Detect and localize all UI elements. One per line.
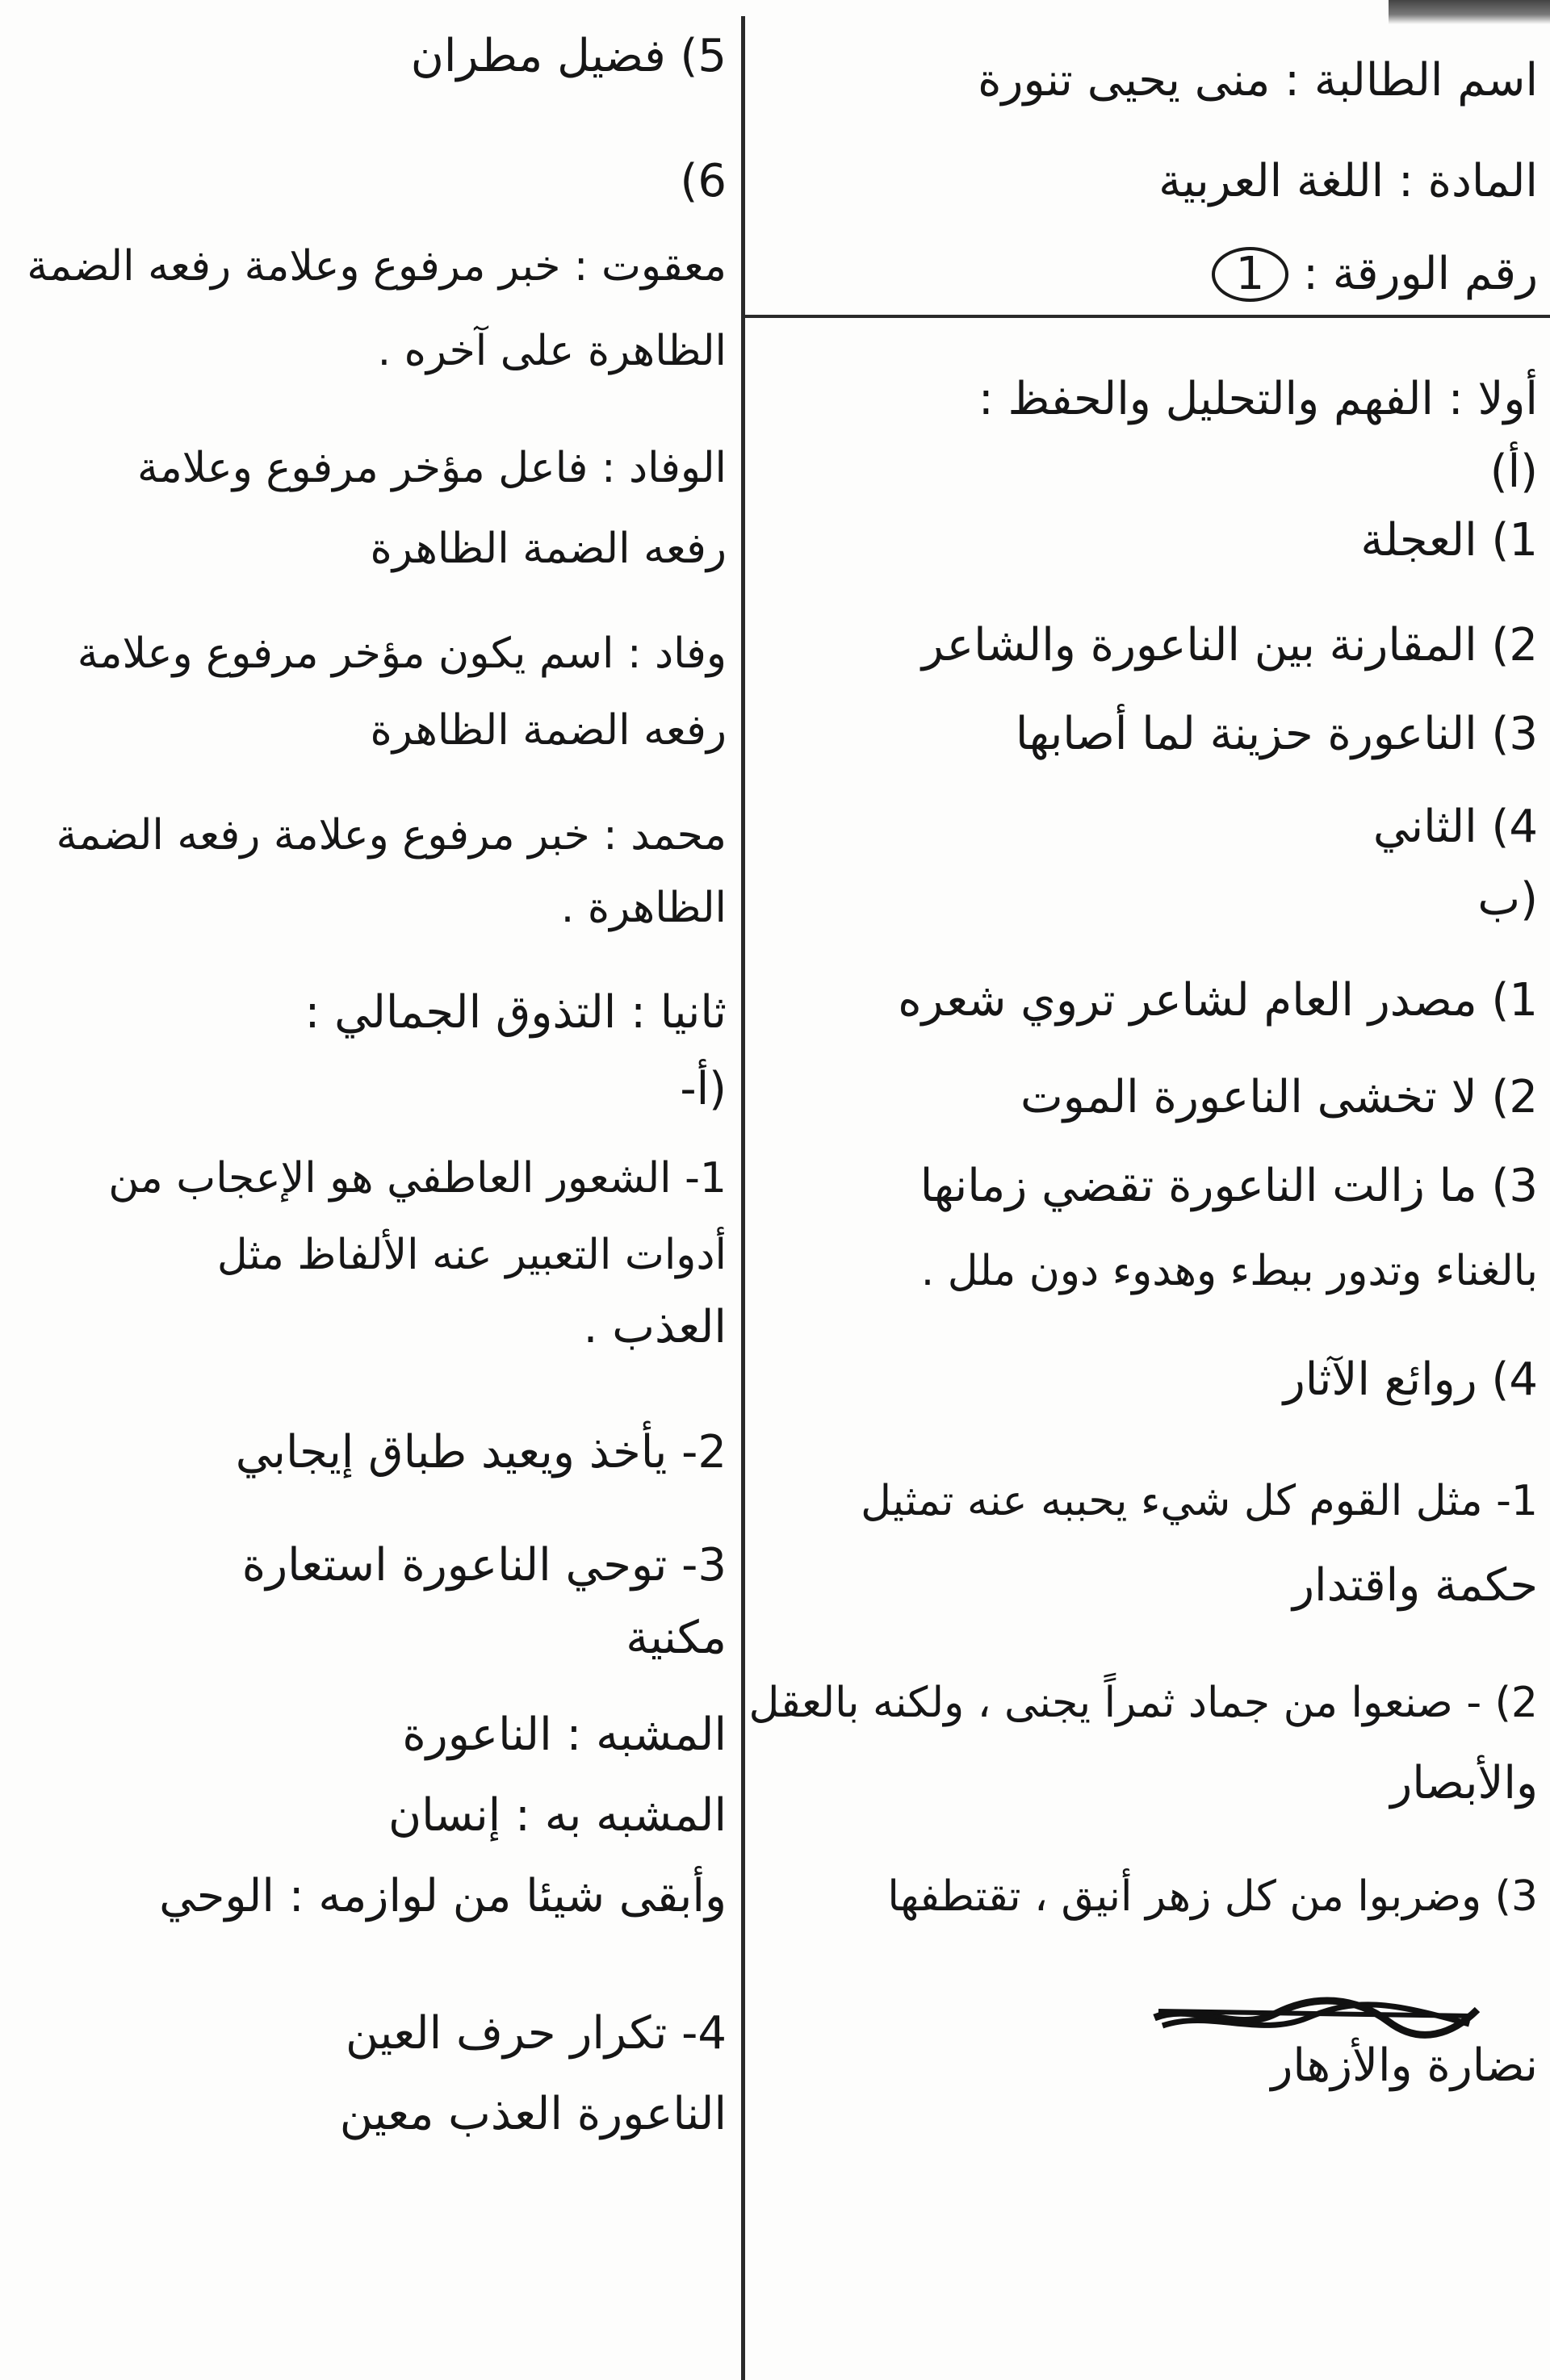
answer-line: 1) مصدر العام لشاعر تروي شعره	[898, 974, 1538, 1027]
page-edge-shadow	[1389, 0, 1550, 24]
answer-line: 1) العجلة	[1360, 514, 1538, 567]
answer-line: 3- توحي الناعورة استعارة	[241, 1539, 727, 1592]
student-name: اسم الطالبة : منى يحيى تنورة	[978, 54, 1538, 107]
answer-line: العذب .	[583, 1301, 727, 1353]
subject: المادة : اللغة العربية	[1158, 155, 1538, 207]
sheet-number: 1	[1212, 247, 1289, 302]
answer-line: محمد : خبر مرفوع وعلامة رفعه الضمة	[56, 811, 727, 860]
answer-line: 2) - صنعوا من جماد ثمراً يجنى ، ولكنه بالعقل	[748, 1679, 1538, 1727]
answer-line: الناعورة العذب معين	[339, 2088, 727, 2140]
answer-line: ثانيا : التذوق الجمالي :	[304, 986, 727, 1039]
answer-line: رفعه الضمة الظاهرة	[370, 525, 727, 573]
answer-line: أولا : الفهم والتحليل والحفظ :	[978, 373, 1538, 425]
answer-line: مكنية	[626, 1612, 727, 1664]
answer-line: 3) وضربوا من كل زهر أنيق ، تقتطفها	[887, 1872, 1538, 1921]
sheet-number-label: رقم الورقة :	[1303, 248, 1538, 300]
answer-line: حكمة واقتدار	[1292, 1559, 1538, 1612]
answer-line: (أ)	[1489, 445, 1538, 498]
answer-line: 3) ما زالت الناعورة تقضي زمانها	[920, 1160, 1538, 1212]
answer-line: 4) الثاني	[1372, 801, 1538, 853]
sheet-number-row	[1212, 242, 1538, 307]
answer-line: 2- يأخذ ويعيد طباق إيجابي	[235, 1426, 727, 1479]
header-divider	[744, 315, 1550, 318]
answer-line: 4- تكرار حرف العين	[346, 2007, 727, 2060]
answer-line: رفعه الضمة الظاهرة	[370, 706, 727, 755]
column-divider	[741, 16, 745, 2380]
answer-line: بالغناء وتدور ببطء وهدوء دون ملل .	[920, 1247, 1538, 1295]
answer-line: 5) فضيل مطران	[410, 30, 727, 82]
answer-line: (ب	[1477, 873, 1538, 926]
answer-line: 1- مثل القوم كل شيء يحببه عنه تمثيل	[861, 1477, 1538, 1525]
answer-line: الظاهرة على آخره .	[377, 327, 727, 375]
crossed-out-text	[1146, 1993, 1485, 2042]
answer-line: والأبصار	[1390, 1757, 1538, 1809]
answer-line: نضارة والأزهار	[1271, 2039, 1538, 2092]
answer-line: (أ-	[680, 1063, 727, 1115]
answer-line: 6)	[680, 155, 727, 207]
answer-line: 3) الناعورة حزينة لما أصابها	[1015, 708, 1538, 760]
answer-line: 2) المقارنة بين الناعورة والشاعر	[921, 619, 1538, 671]
answer-line: 4) روائع الآثار	[1283, 1353, 1538, 1406]
answer-line: الوفاد : فاعل مؤخر مرفوع وعلامة	[136, 444, 727, 492]
answer-line: وفاد : اسم يكون مؤخر مرفوع وعلامة	[77, 630, 727, 678]
answer-line: وأبقى شيئا من لوازمه : الوحي	[159, 1870, 727, 1922]
answer-line: الظاهرة .	[560, 884, 727, 932]
answer-line: 1- الشعور العاطفي هو الإعجاب من	[108, 1154, 727, 1203]
answer-line: المشبه : الناعورة	[402, 1709, 727, 1761]
answer-line: معقوت : خبر مرفوع وعلامة رفعه الضمة	[27, 242, 727, 291]
answer-line: أدوات التعبير عنه الألفاظ مثل	[216, 1231, 727, 1279]
answer-line: 2) لا تخشى الناعورة الموت	[1020, 1071, 1538, 1123]
answer-line: المشبه به : إنسان	[388, 1789, 727, 1842]
